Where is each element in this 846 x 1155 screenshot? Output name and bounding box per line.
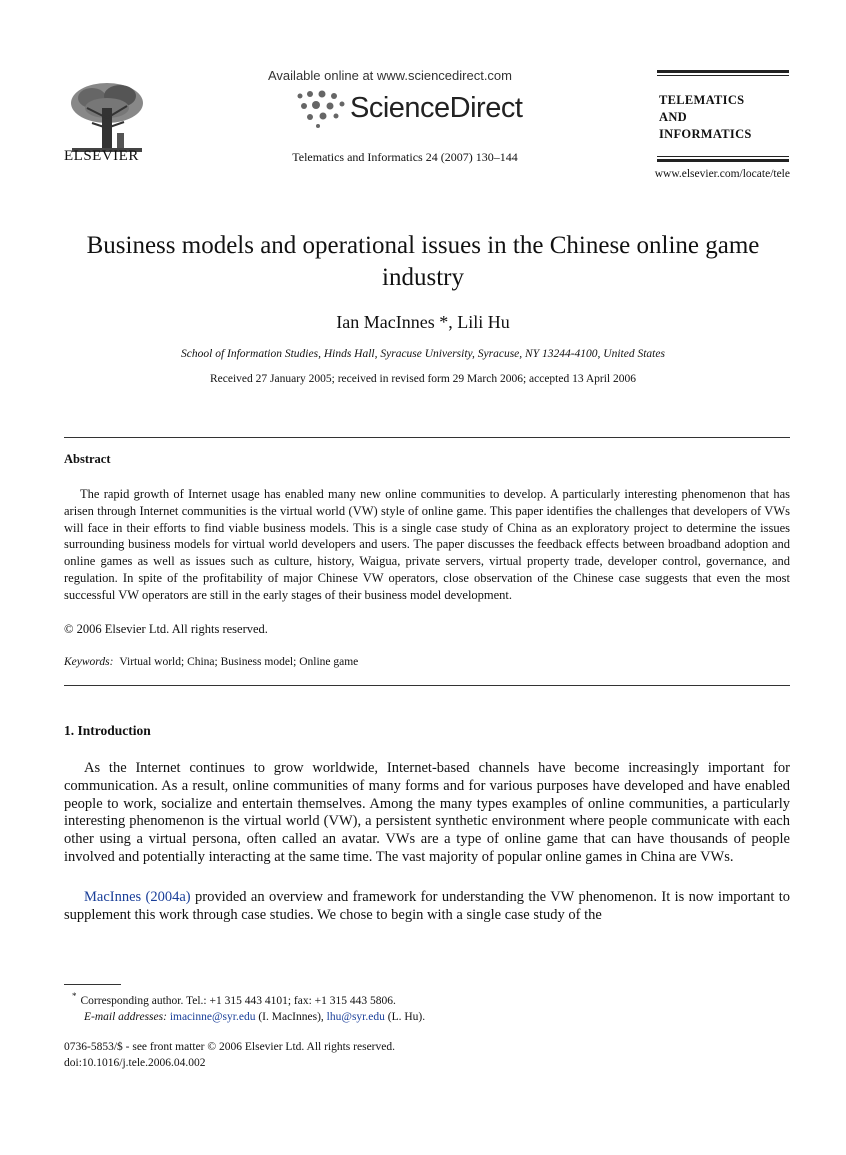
email-owner: (L. Hu).: [384, 1010, 426, 1023]
email-owner: (I. MacInnes),: [255, 1010, 327, 1023]
keywords: [64, 656, 358, 668]
footnote-marker: *: [72, 991, 77, 1001]
journal-url-link[interactable]: www.elsevier.com/locate/tele: [654, 168, 790, 180]
email-link[interactable]: lhu@syr.edu: [326, 1010, 385, 1023]
keywords-label: Keywords:: [64, 656, 114, 668]
section-heading-introduction: 1. Introduction: [64, 723, 151, 738]
citation-link[interactable]: MacInnes (2004a): [84, 889, 191, 905]
introduction-paragraph: As the Internet continues to grow worldwide, Internet-based channels have become increasingly important for communication. As a result, online communities of many forms and for various purposes have developed and have enabled people to work, socialize and entertain themselves. Among the many types examples of online communities, a particularly interesting phenomenon is the virtual world (VW), a persistent synthetic environment where people communicate with each other using a virtual persona, often called an avatar. VWs are a type of online game that can have thousands of people involved and potentially interacting at the same time. The vast majority of popular online games in China are VWs.: [64, 760, 790, 865]
available-online-text[interactable]: Available online at www.sciencedirect.com: [268, 68, 512, 83]
publisher-name: ELSEVIER: [64, 148, 139, 164]
platform-name: ScienceDirect: [350, 92, 523, 124]
abstract-top-divider: [64, 437, 790, 438]
journal-citation: Telematics and Informatics 24 (2007) 130–144: [292, 150, 518, 164]
author-affiliation: School of Information Studies, Hinds Hall, Syracuse University, Syracuse, NY 13244-4100, United States: [181, 348, 665, 360]
footnote: [64, 988, 764, 1025]
introduction-paragraph: [64, 889, 790, 925]
journal-box-top-thin-rule: [657, 75, 789, 76]
abstract-bottom-divider: [64, 685, 790, 686]
sciencedirect-logo: [290, 86, 523, 130]
journal-title-line: TELEMATICS: [659, 93, 745, 107]
author-list: Ian MacInnes *, Lili Hu: [336, 312, 510, 332]
corresponding-author-text: Corresponding author. Tel.: +1 315 443 4101; fax: +1 315 443 5806.: [80, 994, 396, 1007]
abstract-heading: Abstract: [64, 452, 111, 466]
journal-box-top-rule: [657, 70, 789, 73]
keywords-list: Virtual world; China; Business model; Online game: [119, 656, 359, 668]
footnote-divider: [64, 984, 121, 985]
journal-title-line: AND: [659, 110, 687, 124]
doi-line[interactable]: doi:10.1016/j.tele.2006.04.002: [64, 1057, 206, 1069]
received-dates: Received 27 January 2005; received in revised form 29 March 2006; accepted 13 April 2006: [209, 373, 636, 385]
journal-title-box: [657, 70, 789, 162]
journal-box-bottom-thin-rule: [657, 156, 789, 157]
abstract-copyright: © 2006 Elsevier Ltd. All rights reserved.: [64, 622, 268, 636]
email-link[interactable]: imacinne@syr.edu: [169, 1010, 256, 1023]
paragraph-text: provided an overview and framework for understanding the VW phenomenon. It is now important to supplement this work through case studies. We chose to begin with a single case study of the: [64, 889, 791, 923]
email-label: E-mail addresses:: [84, 1010, 167, 1023]
issn-line: 0736-5853/$ - see front matter © 2006 Elsevier Ltd. All rights reserved.: [64, 1041, 395, 1053]
front-matter: [64, 1039, 395, 1071]
article-title: Business models and operational issues in the Chinese online game industry: [86, 232, 760, 291]
journal-title: [659, 92, 752, 143]
abstract-body: The rapid growth of Internet usage has enabled many new online communities to develop. A particularly interesting phenomenon that has arisen through Internet communities is the virtual world (VW) style of online game. This paper identifies the challenges that developers of VWs will face in their efforts to find viable business models. This is a single case study of China as an exploratory project to determine the issues surrounding business models for virtual world developers and users. The paper discusses the feedback effects between broadband adoption and online games as well as issues such as culture, history, Waigua, private servers, virtual property trade, developer control, governance, and regulation. In spite of the profitability of major Chinese VW operators, close observation of the Chinese case suggests that even the most successful VW operators are still in the early stages of their business model development.: [64, 487, 790, 602]
sciencedirect-dots-icon: [290, 86, 350, 130]
journal-title-line: INFORMATICS: [659, 127, 752, 141]
journal-box-bottom-rule: [657, 159, 789, 162]
